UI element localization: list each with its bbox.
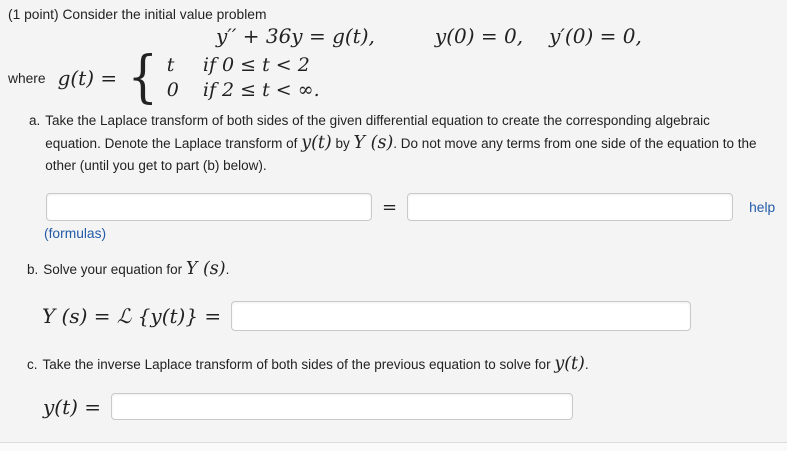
part-b-answer-row	[42, 301, 691, 331]
part-c-text-2: .	[584, 357, 589, 372]
part-c-label: c.	[27, 357, 38, 372]
part-c-answer-input[interactable]	[111, 393, 573, 420]
part-a-math-yt: y(t)	[301, 132, 332, 153]
points-label: (1 point)	[8, 7, 59, 22]
part-a-text	[45, 110, 766, 178]
help-link[interactable]: help	[749, 199, 776, 215]
piecewise-cases	[167, 53, 320, 103]
ivp-equation-row	[216, 24, 642, 48]
case-value: 0	[166, 79, 179, 101]
bottom-divider	[0, 442, 787, 451]
part-a-left-answer-input[interactable]	[46, 193, 372, 221]
part-a-text-2: by	[331, 135, 354, 151]
case-condition: if 0 ≤ t < 2	[202, 54, 310, 76]
part-c-text-1: Take the inverse Laplace transform of both sides of the previous equation to solve for	[42, 357, 555, 372]
part-c-answer-row	[43, 393, 573, 420]
intro-text: Consider the initial value problem	[62, 7, 267, 22]
equals-sign: =	[382, 196, 398, 218]
left-brace: {	[127, 45, 159, 110]
case-condition: if 2 ≤ t < ∞.	[202, 79, 320, 101]
part-c-text	[43, 354, 747, 377]
piecewise-definition	[8, 45, 320, 110]
part-b-equation-lhs: Y (s) = ℒ {y(t)} =	[42, 304, 222, 328]
part-a	[29, 110, 766, 178]
part-c-equation-lhs: y(t) =	[43, 394, 102, 419]
part-c-math-yt: y(t)	[554, 354, 585, 374]
part-b-text-1: Solve your equation for	[43, 262, 186, 277]
formulas-link[interactable]: (formulas)	[44, 226, 107, 241]
case-value: t	[166, 54, 175, 76]
ode-equation: y′′ + 36y = g(t),	[216, 24, 375, 48]
part-a-right-answer-input[interactable]	[407, 193, 733, 221]
problem-header	[8, 7, 266, 22]
initial-condition-1: y(0) = 0,	[434, 24, 524, 48]
part-a-text-3: . Do not move any terms from one side of the equation to the other (until you get to part (b) below).	[45, 135, 757, 173]
part-a-math-Ys: Y (s)	[353, 132, 394, 153]
part-b-label: b.	[27, 262, 39, 277]
part-b-math-Ys: Y (s)	[185, 259, 226, 279]
part-b-answer-input[interactable]	[231, 301, 691, 331]
part-b-text-2: .	[225, 262, 230, 277]
part-b	[27, 259, 727, 282]
part-b-text	[43, 259, 727, 282]
piecewise-lhs: g(t) =	[57, 66, 118, 90]
part-a-label: a.	[29, 113, 41, 128]
part-a-text-1: Take the Laplace transform of both sides of the given differential equation to create the corresponding algebraic equation. Denote the Laplace transform of	[45, 113, 710, 151]
where-label: where	[8, 70, 46, 86]
part-a-answer-row	[46, 193, 775, 221]
part-c	[27, 354, 747, 377]
initial-condition-2: y′(0) = 0,	[549, 24, 642, 48]
